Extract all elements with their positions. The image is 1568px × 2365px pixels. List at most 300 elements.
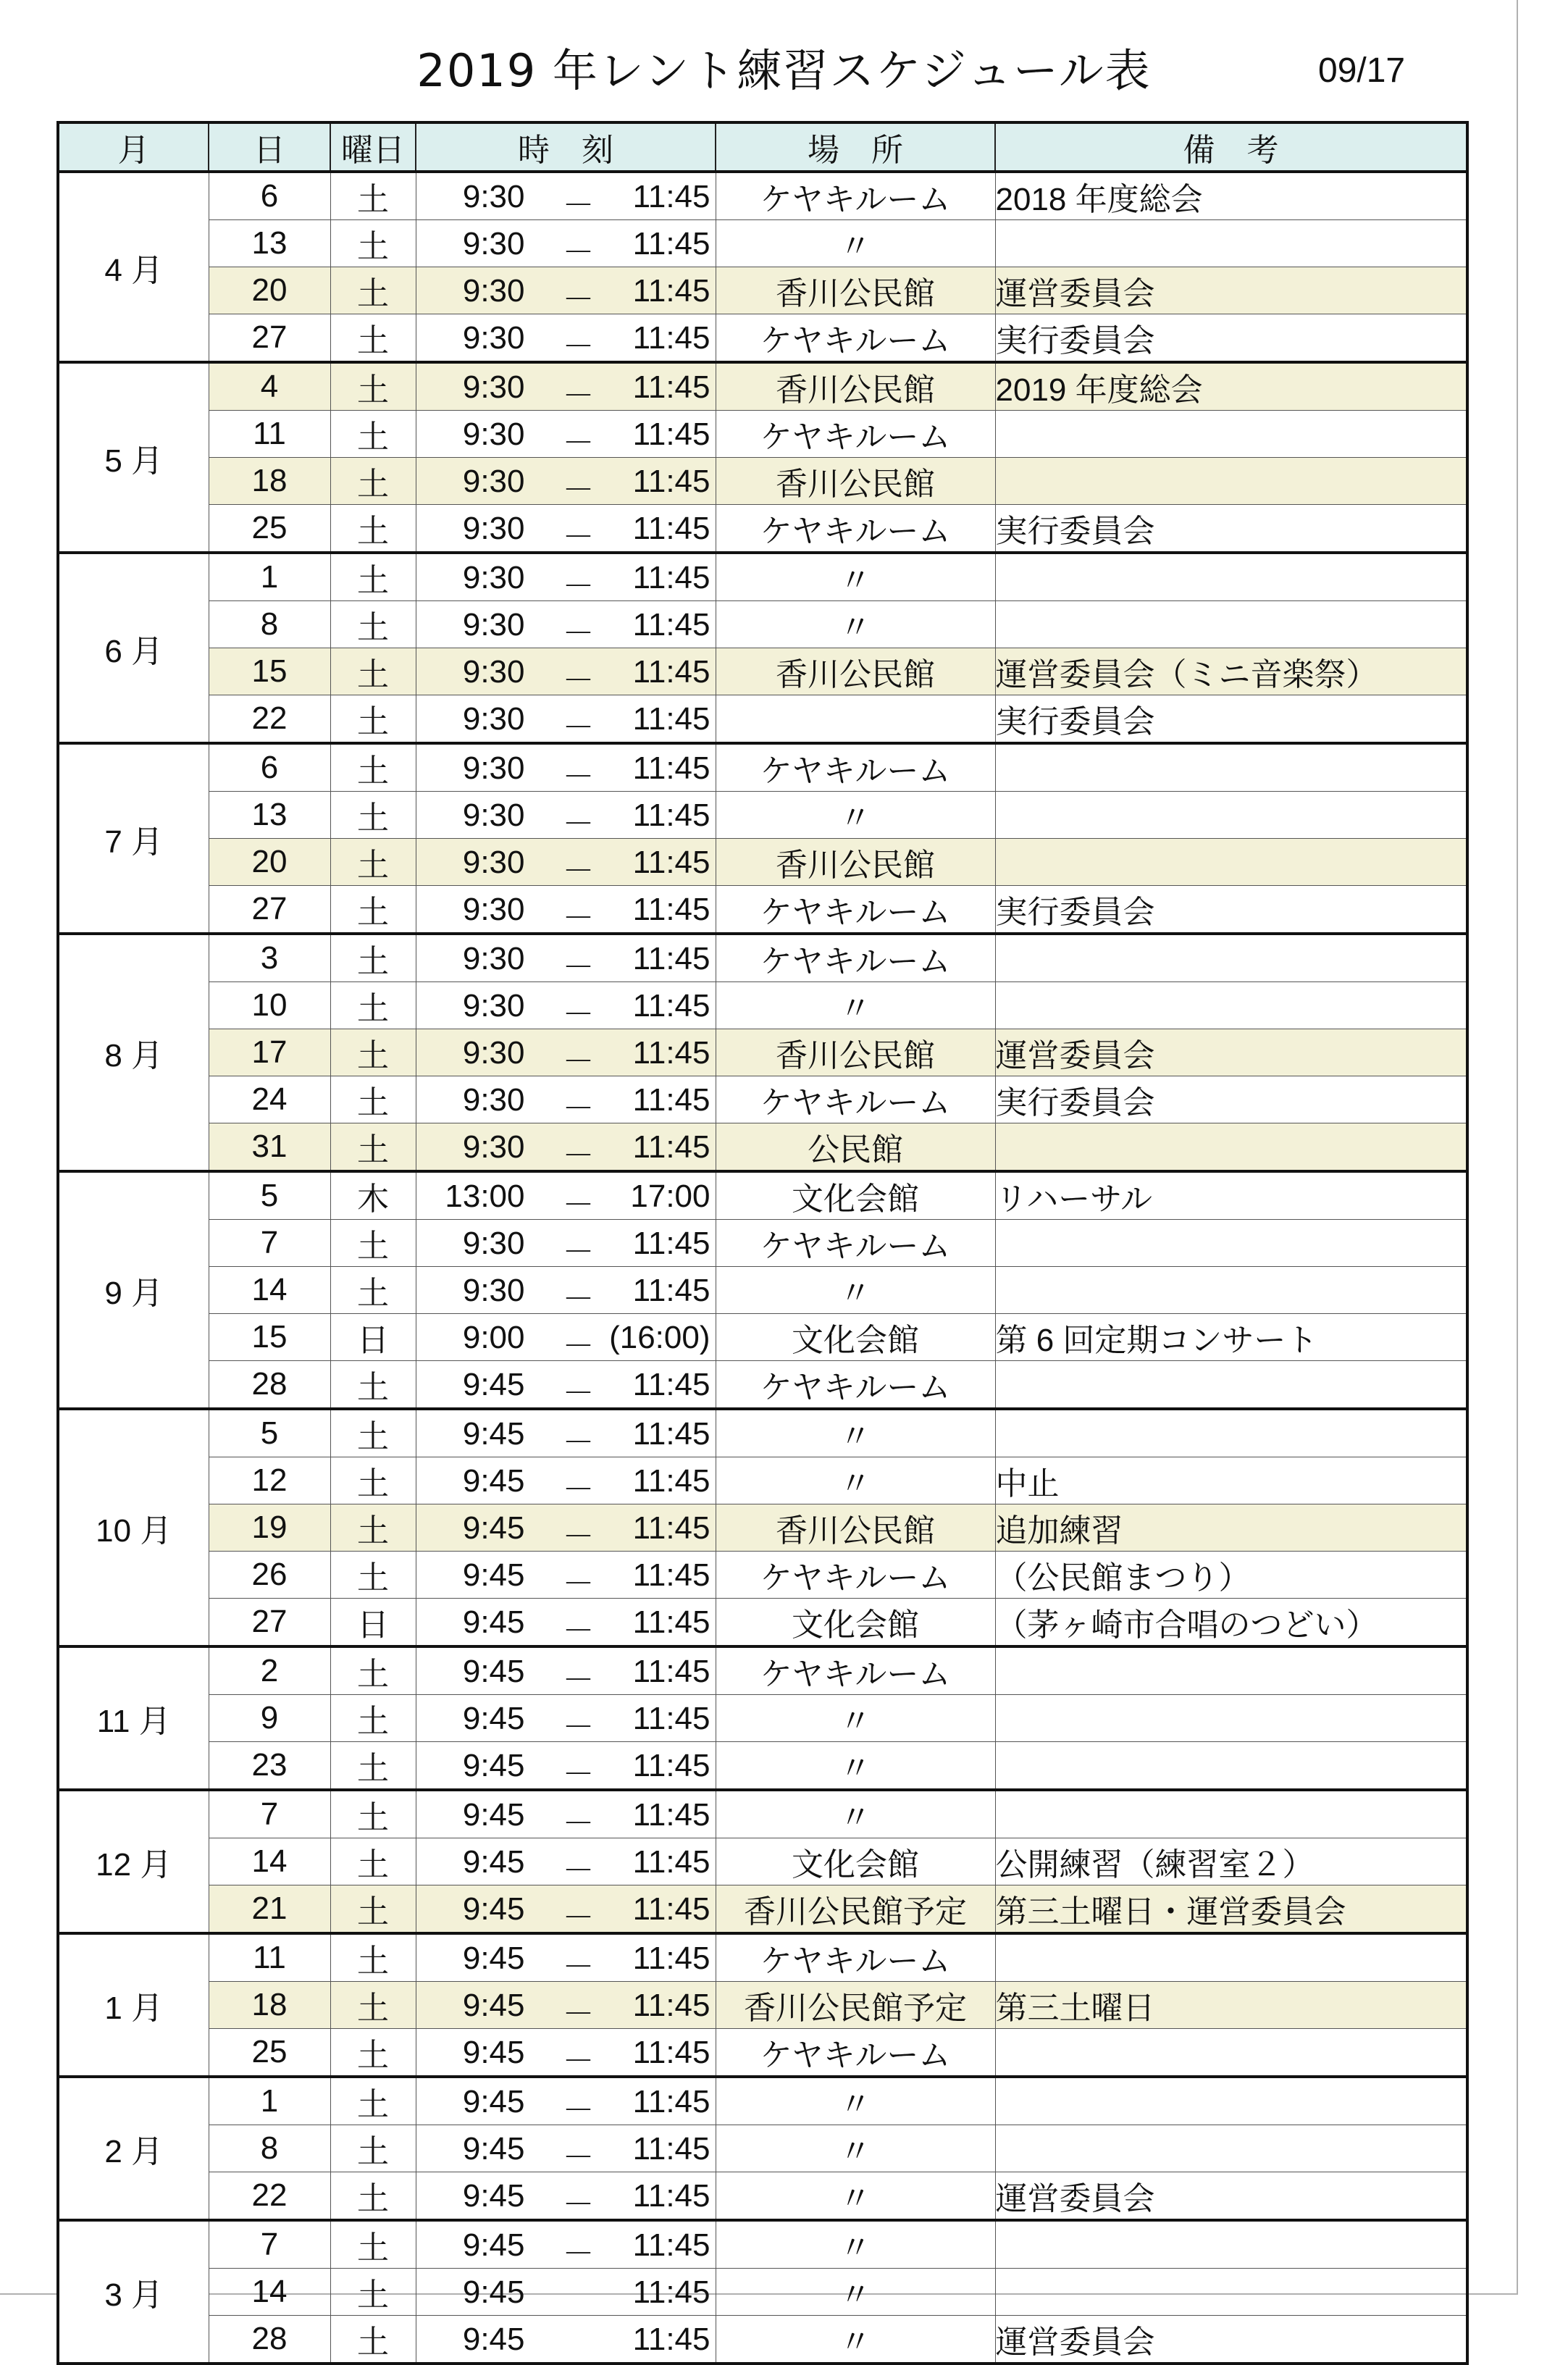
- place-cell: ケヤキルーム: [716, 314, 995, 363]
- time-cell: [416, 1838, 716, 1885]
- start-time: 9:45: [462, 2084, 525, 2119]
- weekday-cell: 土: [330, 314, 416, 363]
- day-cell: 11: [209, 1933, 330, 1982]
- table-row: [58, 553, 1467, 601]
- time-dash: －: [562, 1234, 595, 1267]
- time-cell: [416, 743, 716, 792]
- time-dash: －: [562, 759, 595, 792]
- table-row: [58, 1314, 1467, 1361]
- table-row: [58, 1076, 1467, 1123]
- table-row: [58, 1790, 1467, 1838]
- start-time: 9:30: [462, 320, 525, 356]
- place-cell: ケヤキルーム: [716, 505, 995, 553]
- weekday-cell: 土: [330, 1646, 416, 1695]
- day-cell: 14: [209, 1838, 330, 1885]
- note-cell: 公開練習（練習室２）: [995, 1838, 1467, 1885]
- table-row: [58, 505, 1467, 553]
- time-cell: [416, 886, 716, 934]
- note-cell: [995, 743, 1467, 792]
- end-time: 11:45: [632, 1797, 710, 1833]
- time-dash: －: [562, 1187, 595, 1220]
- time-dash: －: [562, 282, 595, 314]
- end-time: 11:45: [632, 2131, 710, 2167]
- time-cell: [416, 1790, 716, 1838]
- place-cell: ケヤキルーム: [716, 2029, 995, 2077]
- table-row: [58, 1220, 1467, 1267]
- time-cell: [416, 1076, 716, 1123]
- day-cell: 5: [209, 1171, 330, 1220]
- table-row: [58, 1361, 1467, 1410]
- time-dash: －: [562, 663, 595, 695]
- note-cell: [995, 601, 1467, 648]
- note-cell: [995, 1695, 1467, 1742]
- time-cell: [416, 839, 716, 886]
- weekday-cell: 土: [330, 792, 416, 839]
- table-row: [58, 2125, 1467, 2172]
- end-time: 11:45: [632, 607, 710, 642]
- time-cell: [416, 458, 716, 505]
- day-cell: 14: [209, 1267, 330, 1314]
- start-time: 9:30: [462, 1035, 525, 1071]
- place-cell: 〃: [716, 601, 995, 648]
- place-cell: 〃: [716, 553, 995, 601]
- day-cell: 31: [209, 1123, 330, 1172]
- weekday-cell: 土: [330, 886, 416, 934]
- weekday-cell: 土: [330, 1790, 416, 1838]
- time-cell: [416, 553, 716, 601]
- table-row: [58, 792, 1467, 839]
- start-time: 9:45: [462, 1844, 525, 1880]
- end-time: 11:45: [632, 179, 710, 214]
- place-cell: ケヤキルーム: [716, 743, 995, 792]
- time-dash: －: [562, 1376, 595, 1409]
- note-cell: 実行委員会: [995, 886, 1467, 934]
- day-cell: 8: [209, 2125, 330, 2172]
- weekday-cell: 土: [330, 601, 416, 648]
- place-cell: ケヤキルーム: [716, 886, 995, 934]
- note-cell: 第三土曜日: [995, 1982, 1467, 2029]
- note-cell: リハーサル: [995, 1171, 1467, 1220]
- place-cell: [716, 695, 995, 744]
- end-time: 11:45: [632, 2035, 710, 2070]
- start-time: 9:45: [462, 2035, 525, 2070]
- end-time: 11:45: [632, 1748, 710, 1783]
- day-cell: 6: [209, 172, 330, 220]
- time-dash: －: [562, 472, 595, 505]
- start-time: 9:30: [462, 701, 525, 737]
- weekday-cell: 土: [330, 362, 416, 411]
- table-row: [58, 458, 1467, 505]
- month-cell: 1 月: [58, 1933, 209, 2077]
- time-cell: [416, 648, 716, 695]
- time-dash: －: [562, 1091, 595, 1123]
- revision-date: 09/17: [1318, 51, 1406, 90]
- time-cell: [416, 505, 716, 553]
- weekday-cell: 土: [330, 220, 416, 267]
- time-dash: －: [562, 1281, 595, 1314]
- weekday-cell: 土: [330, 411, 416, 458]
- start-time: 9:45: [462, 1941, 525, 1976]
- start-time: 9:45: [462, 2131, 525, 2167]
- time-dash: －: [562, 2236, 595, 2269]
- day-cell: 15: [209, 1314, 330, 1361]
- note-cell: [995, 1361, 1467, 1410]
- day-cell: 4: [209, 362, 330, 411]
- weekday-cell: 土: [330, 2077, 416, 2125]
- header-weekday: 曜日: [330, 122, 416, 172]
- note-cell: 第三土曜日・運営委員会: [995, 1885, 1467, 1934]
- end-time: 11:45: [632, 226, 710, 261]
- end-time: 11:45: [632, 654, 710, 690]
- end-time: 11:45: [632, 511, 710, 546]
- start-time: 9:45: [462, 1416, 525, 1452]
- time-dash: －: [562, 1806, 595, 1838]
- weekday-cell: 土: [330, 2172, 416, 2221]
- weekday-cell: 土: [330, 1695, 416, 1742]
- table-row: [58, 1982, 1467, 2029]
- table-row: [58, 1504, 1467, 1552]
- table-row: [58, 1552, 1467, 1599]
- start-time: 9:45: [462, 1463, 525, 1499]
- start-time: 9:30: [462, 750, 525, 786]
- weekday-cell: 土: [330, 505, 416, 553]
- table-row: [58, 1695, 1467, 1742]
- month-cell: 4 月: [58, 172, 209, 362]
- note-cell: [995, 1123, 1467, 1172]
- place-cell: 香川公民館: [716, 839, 995, 886]
- day-cell: 7: [209, 1790, 330, 1838]
- time-cell: [416, 1029, 716, 1076]
- end-time: 11:45: [632, 560, 710, 595]
- start-time: 9:30: [462, 560, 525, 595]
- time-dash: －: [562, 235, 595, 267]
- day-cell: 7: [209, 1220, 330, 1267]
- day-cell: 11: [209, 411, 330, 458]
- note-cell: （公民館まつり）: [995, 1552, 1467, 1599]
- end-time: 11:45: [632, 701, 710, 737]
- weekday-cell: 土: [330, 2125, 416, 2172]
- time-dash: －: [562, 1996, 595, 2029]
- time-dash: －: [562, 1757, 595, 1790]
- weekday-cell: 土: [330, 2316, 416, 2364]
- time-dash: －: [562, 1472, 595, 1504]
- end-time: 11:45: [632, 892, 710, 927]
- table-row: [58, 1457, 1467, 1504]
- place-cell: 〃: [716, 2269, 995, 2316]
- place-cell: 〃: [716, 1267, 995, 1314]
- weekday-cell: 日: [330, 1314, 416, 1361]
- table-row: [58, 1646, 1467, 1695]
- end-time: 17:00: [630, 1179, 710, 1214]
- note-cell: [995, 2220, 1467, 2269]
- weekday-cell: 土: [330, 172, 416, 220]
- weekday-cell: 土: [330, 743, 416, 792]
- table-row: [58, 601, 1467, 648]
- day-cell: 1: [209, 2077, 330, 2125]
- weekday-cell: 土: [330, 1504, 416, 1552]
- weekday-cell: 土: [330, 2269, 416, 2316]
- table-row: [58, 743, 1467, 792]
- day-cell: 7: [209, 2220, 330, 2269]
- day-cell: 13: [209, 220, 330, 267]
- start-time: 9:45: [462, 1367, 525, 1402]
- start-time: 9:45: [462, 1797, 525, 1833]
- time-dash: －: [562, 1949, 595, 1982]
- note-cell: [995, 934, 1467, 982]
- time-cell: [416, 2172, 716, 2221]
- weekday-cell: 土: [330, 2220, 416, 2269]
- time-cell: [416, 1220, 716, 1267]
- weekday-cell: 土: [330, 1409, 416, 1457]
- note-cell: [995, 1790, 1467, 1838]
- time-cell: [416, 934, 716, 982]
- time-cell: [416, 1361, 716, 1410]
- table-row: [58, 1029, 1467, 1076]
- weekday-cell: 土: [330, 1076, 416, 1123]
- start-time: 9:30: [462, 1129, 525, 1165]
- time-cell: [416, 1646, 716, 1695]
- month-cell: 8 月: [58, 934, 209, 1171]
- time-cell: [416, 1457, 716, 1504]
- time-dash: －: [562, 950, 595, 982]
- schedule-body: [58, 172, 1467, 2364]
- header-time: 時 刻: [416, 122, 716, 172]
- month-cell: 11 月: [58, 1646, 209, 1790]
- time-cell: [416, 1123, 716, 1172]
- time-cell: [416, 2269, 716, 2316]
- place-cell: 〃: [716, 220, 995, 267]
- place-cell: ケヤキルーム: [716, 934, 995, 982]
- end-time: 11:45: [632, 941, 710, 976]
- place-cell: ケヤキルーム: [716, 1361, 995, 1410]
- place-cell: 文化会館: [716, 1171, 995, 1220]
- day-cell: 28: [209, 1361, 330, 1410]
- table-row: [58, 1838, 1467, 1885]
- table-row: [58, 411, 1467, 458]
- start-time: 9:45: [462, 1557, 525, 1593]
- start-time: 9:30: [462, 464, 525, 499]
- note-cell: [995, 458, 1467, 505]
- weekday-cell: 土: [330, 1885, 416, 1934]
- start-time: 9:30: [462, 654, 525, 690]
- start-time: 9:30: [462, 369, 525, 405]
- table-row: [58, 2269, 1467, 2316]
- header-note: 備 考: [995, 122, 1467, 172]
- note-cell: [995, 2269, 1467, 2316]
- time-cell: [416, 1933, 716, 1982]
- time-dash: －: [562, 2140, 595, 2172]
- time-cell: [416, 1267, 716, 1314]
- end-time: 11:45: [632, 369, 710, 405]
- end-time: 11:45: [632, 1701, 710, 1736]
- end-time: 11:45: [632, 2227, 710, 2263]
- place-cell: 〃: [716, 1457, 995, 1504]
- weekday-cell: 土: [330, 934, 416, 982]
- end-time: 11:45: [632, 750, 710, 786]
- time-dash: －: [562, 900, 595, 934]
- place-cell: 〃: [716, 982, 995, 1029]
- note-cell: 2019 年度総会: [995, 362, 1467, 411]
- start-time: 9:45: [462, 1701, 525, 1736]
- table-row: [58, 1933, 1467, 1982]
- start-time: 13:00: [445, 1179, 525, 1214]
- time-dash: －: [562, 569, 595, 601]
- place-cell: ケヤキルーム: [716, 1646, 995, 1695]
- start-time: 9:30: [462, 941, 525, 976]
- note-cell: 実行委員会: [995, 505, 1467, 553]
- place-cell: 香川公民館予定: [716, 1885, 995, 1934]
- table-row: [58, 1267, 1467, 1314]
- weekday-cell: 土: [330, 982, 416, 1029]
- note-cell: （茅ヶ崎市合唱のつどい）: [995, 1599, 1467, 1647]
- day-cell: 26: [209, 1552, 330, 1599]
- month-cell: 7 月: [58, 743, 209, 934]
- day-cell: 17: [209, 1029, 330, 1076]
- note-cell: 2018 年度総会: [995, 172, 1467, 220]
- table-row: [58, 2220, 1467, 2269]
- month-cell: 2 月: [58, 2077, 209, 2220]
- end-time: 11:45: [632, 417, 710, 452]
- note-cell: 追加練習: [995, 1504, 1467, 1552]
- place-cell: ケヤキルーム: [716, 1552, 995, 1599]
- day-cell: 20: [209, 839, 330, 886]
- time-dash: －: [562, 1900, 595, 1933]
- header-place: 場 所: [716, 122, 995, 172]
- time-cell: [416, 1599, 716, 1647]
- end-time: 11:45: [632, 798, 710, 833]
- weekday-cell: 土: [330, 1838, 416, 1885]
- end-time: 11:45: [632, 1226, 710, 1261]
- time-cell: [416, 1409, 716, 1457]
- note-cell: 実行委員会: [995, 314, 1467, 363]
- day-cell: 13: [209, 792, 330, 839]
- weekday-cell: 土: [330, 1361, 416, 1410]
- time-dash: －: [562, 425, 595, 458]
- time-cell: [416, 1695, 716, 1742]
- time-cell: [416, 362, 716, 411]
- note-cell: [995, 1646, 1467, 1695]
- time-dash: －: [562, 2043, 595, 2077]
- day-cell: 1: [209, 553, 330, 601]
- note-cell: 運営委員会: [995, 1029, 1467, 1076]
- day-cell: 27: [209, 886, 330, 934]
- table-row: [58, 886, 1467, 934]
- time-cell: [416, 695, 716, 744]
- weekday-cell: 土: [330, 1267, 416, 1314]
- end-time: 11:45: [632, 1082, 710, 1118]
- start-time: 9:30: [462, 179, 525, 214]
- note-cell: 運営委員会（ミニ音楽祭）: [995, 648, 1467, 695]
- day-cell: 25: [209, 505, 330, 553]
- note-cell: [995, 982, 1467, 1029]
- place-cell: 〃: [716, 1790, 995, 1838]
- end-time: 11:45: [632, 1463, 710, 1499]
- time-dash: －: [562, 1044, 595, 1076]
- start-time: 9:45: [462, 2227, 525, 2263]
- day-cell: 9: [209, 1695, 330, 1742]
- end-time: 11:45: [632, 2274, 710, 2310]
- note-cell: [995, 1220, 1467, 1267]
- start-time: 9:00: [462, 1320, 525, 1355]
- end-time: 11:45: [632, 2322, 710, 2357]
- place-cell: 香川公民館: [716, 1504, 995, 1552]
- table-row: [58, 1123, 1467, 1172]
- end-time: 11:45: [632, 1129, 710, 1165]
- place-cell: 文化会館: [716, 1838, 995, 1885]
- table-row: [58, 314, 1467, 363]
- day-cell: 23: [209, 1742, 330, 1791]
- place-cell: 〃: [716, 1742, 995, 1791]
- time-dash: －: [562, 1328, 595, 1361]
- table-row: [58, 1599, 1467, 1647]
- time-cell: [416, 172, 716, 220]
- note-cell: [995, 1742, 1467, 1791]
- time-cell: [416, 411, 716, 458]
- time-cell: [416, 982, 716, 1029]
- time-cell: [416, 267, 716, 314]
- note-cell: [995, 2077, 1467, 2125]
- end-time: 11:45: [632, 1510, 710, 1546]
- place-cell: ケヤキルーム: [716, 411, 995, 458]
- end-time: (16:00): [609, 1320, 710, 1355]
- time-cell: [416, 1171, 716, 1220]
- place-cell: 香川公民館予定: [716, 1982, 995, 2029]
- day-cell: 6: [209, 743, 330, 792]
- time-cell: [416, 1504, 716, 1552]
- time-dash: －: [562, 997, 595, 1029]
- time-cell: [416, 2077, 716, 2125]
- day-cell: 5: [209, 1409, 330, 1457]
- time-dash: －: [562, 806, 595, 839]
- start-time: 9:45: [462, 1654, 525, 1689]
- start-time: 9:30: [462, 1273, 525, 1308]
- day-cell: 28: [209, 2316, 330, 2364]
- end-time: 11:45: [632, 320, 710, 356]
- time-cell: [416, 1314, 716, 1361]
- weekday-cell: 土: [330, 1982, 416, 2029]
- month-cell: 12 月: [58, 1790, 209, 1933]
- day-cell: 18: [209, 458, 330, 505]
- place-cell: ケヤキルーム: [716, 172, 995, 220]
- weekday-cell: 土: [330, 1029, 416, 1076]
- time-dash: －: [562, 1709, 595, 1742]
- note-cell: [995, 553, 1467, 601]
- time-dash: －: [562, 1138, 595, 1171]
- time-dash: －: [562, 710, 595, 743]
- note-cell: 運営委員会: [995, 267, 1467, 314]
- weekday-cell: 土: [330, 1933, 416, 1982]
- end-time: 11:45: [632, 845, 710, 880]
- month-cell: 5 月: [58, 362, 209, 553]
- time-dash: －: [562, 1425, 595, 1457]
- place-cell: 公民館: [716, 1123, 995, 1172]
- start-time: 9:30: [462, 417, 525, 452]
- note-cell: [995, 839, 1467, 886]
- time-cell: [416, 1982, 716, 2029]
- weekday-cell: 土: [330, 2029, 416, 2077]
- time-cell: [416, 1552, 716, 1599]
- weekday-cell: 土: [330, 1742, 416, 1791]
- table-header-row: [58, 122, 1467, 172]
- table-row: [58, 2172, 1467, 2221]
- note-cell: [995, 1267, 1467, 1314]
- place-cell: 〃: [716, 792, 995, 839]
- time-dash: －: [562, 329, 595, 362]
- weekday-cell: 土: [330, 1552, 416, 1599]
- table-row: [58, 172, 1467, 220]
- weekday-cell: 日: [330, 1599, 416, 1647]
- header-month: 月: [58, 122, 209, 172]
